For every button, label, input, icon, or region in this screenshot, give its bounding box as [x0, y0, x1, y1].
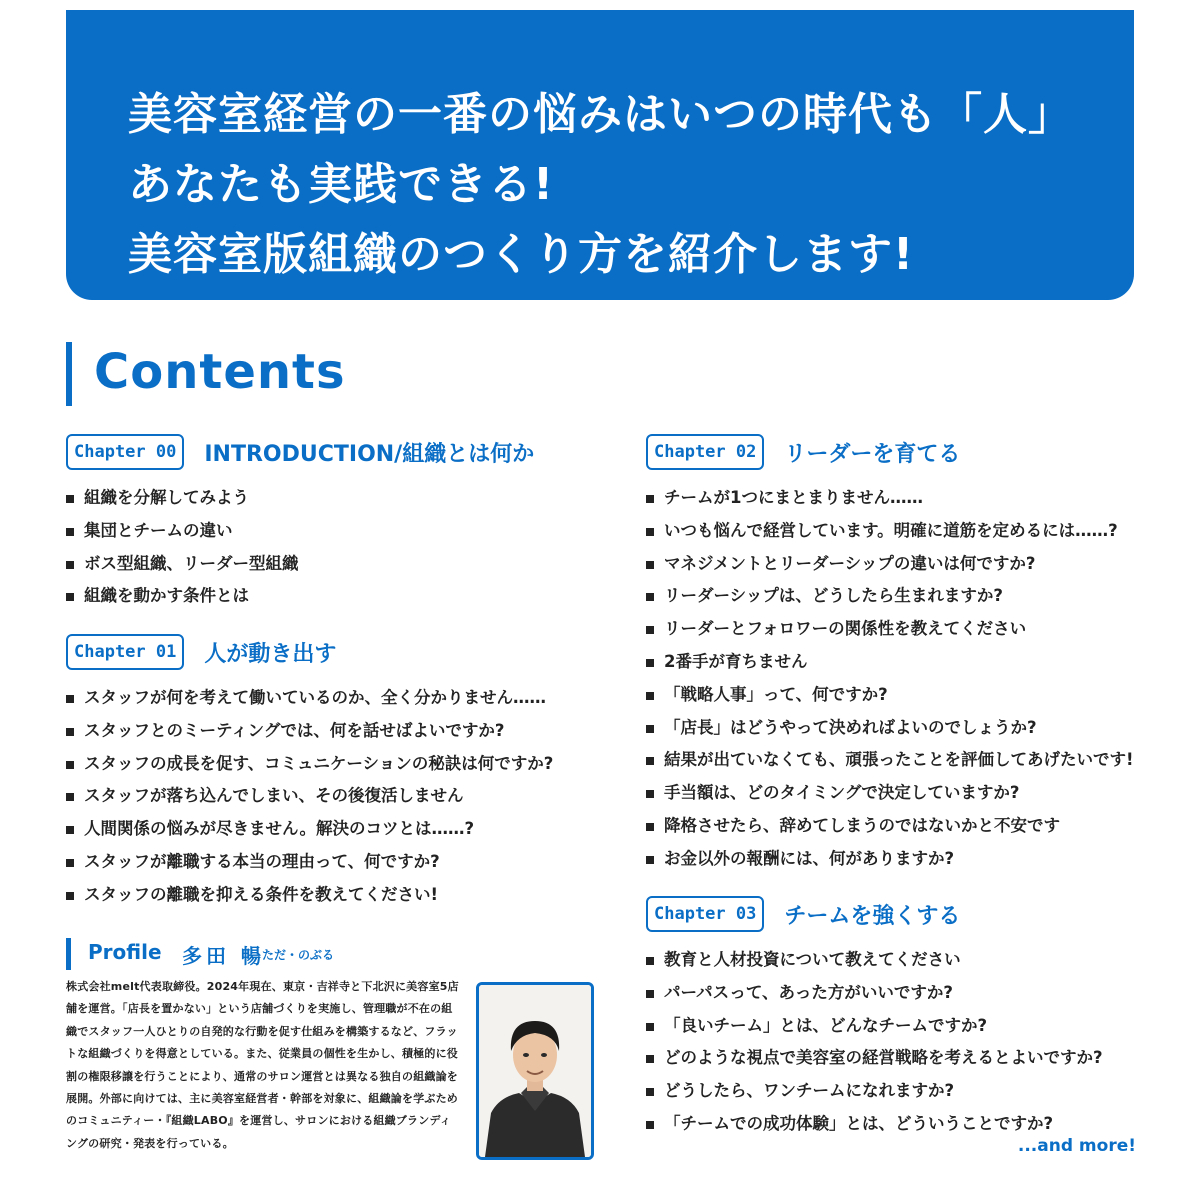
chapter-badge: Chapter 02 — [646, 434, 764, 470]
list-item: スタッフの成長を促す、コミュニケーションの秘訣は何ですか? — [66, 748, 553, 781]
chapter-badge: Chapter 00 — [66, 434, 184, 470]
chapter-item-list — [646, 482, 1134, 876]
chapter-badge: Chapter 03 — [646, 896, 764, 932]
chapter-item-list — [66, 482, 534, 613]
and-more-label: ...and more! — [1017, 1136, 1136, 1156]
contents-accent-bar — [66, 342, 72, 406]
chapter-item-list — [66, 682, 553, 912]
list-item: 教育と人材投資について教えてください — [646, 944, 1103, 977]
list-item: 結果が出ていなくても、頑張ったことを評価してあげたいです! — [646, 744, 1134, 777]
list-item: スタッフが落ち込んでしまい、その後復活しません — [66, 780, 553, 813]
list-item: 手当額は、どのタイミングで決定していますか? — [646, 777, 1134, 810]
chapter-01 — [66, 634, 553, 912]
contents-heading: Contents — [94, 344, 346, 400]
chapter-title: 人が動き出す — [204, 641, 337, 667]
list-item: ボス型組織、リーダー型組織 — [66, 548, 534, 581]
list-item: 組織を動かす条件とは — [66, 580, 534, 613]
hero-banner — [66, 10, 1134, 300]
chapter-title: チームを強くする — [784, 903, 961, 929]
list-item: どうしたら、ワンチームになれますか? — [646, 1075, 1103, 1108]
chapter-title: リーダーを育てる — [784, 441, 961, 467]
list-item: スタッフとのミーティングでは、何を話せばよいですか? — [66, 715, 553, 748]
chapter-03 — [646, 896, 1103, 1141]
list-item: マネジメントとリーダーシップの違いは何ですか? — [646, 548, 1134, 581]
list-item: 集団とチームの違い — [66, 515, 534, 548]
hero-headline-1: 美容室経営の一番の悩みはいつの時代も「人」 — [128, 89, 1073, 140]
hero-headline-2: あなたも実践できる! — [128, 159, 555, 210]
list-item: 「チームでの成功体験」とは、どういうことですか? — [646, 1108, 1103, 1141]
list-item: スタッフが何を考えて働いているのか、全く分かりません…… — [66, 682, 553, 715]
profile-bio: 株式会社melt代表取締役。2024年現在、東京・吉祥寺と下北沢に美容室5店舗を運営。「店長を置かない」という店舗づくりを実施し、管理職が不在の組織でスタッフ一人ひとりの自発的な行動を促す仕組みを構築するなど、フラットな組織づくりを得意としている。また、従業員の個性を生かし、積極的に役割の権限移譲を行うことにより、通常のサロン運営とは異なる独自の組織論を展開。外部に向けては、主に美容室経営者・幹部を対象に、組織論を学ぶためのコミュニティー・『組織LABO』を運営し、サロンにおける組織ブランディングの研究・発表を行っている。 — [66, 980, 459, 1150]
chapter-02 — [646, 434, 1134, 876]
list-item: 降格させたら、辞めてしまうのではないかと不安です — [646, 810, 1134, 843]
list-item: どのような視点で美容室の経営戦略を考えるとよいですか? — [646, 1042, 1103, 1075]
list-item: お金以外の報酬には、何がありますか? — [646, 843, 1134, 876]
list-item: チームが1つにまとまりません…… — [646, 482, 1134, 515]
list-item: リーダーシップは、どうしたら生まれますか? — [646, 580, 1134, 613]
list-item: 2番手が育ちません — [646, 646, 1134, 679]
list-item: 「店長」はどうやって決めればよいのでしょうか? — [646, 712, 1134, 745]
profile-label: Profile — [88, 940, 162, 964]
list-item: スタッフの離職を抑える条件を教えてください! — [66, 879, 553, 912]
list-item: 組織を分解してみよう — [66, 482, 534, 515]
list-item: 「良いチーム」とは、どんなチームですか? — [646, 1010, 1103, 1043]
list-item: 人間関係の悩みが尽きません。解決のコツとは……? — [66, 813, 553, 846]
list-item: パーパスって、あった方がいいですか? — [646, 977, 1103, 1010]
profile-photo — [476, 982, 594, 1160]
hero-headline-3: 美容室版組織のつくり方を紹介します! — [128, 229, 915, 280]
chapter-00 — [66, 434, 534, 613]
list-item: いつも悩んで経営しています。明確に道筋を定めるには……? — [646, 515, 1134, 548]
chapter-badge: Chapter 01 — [66, 634, 184, 670]
list-item: スタッフが離職する本当の理由って、何ですか? — [66, 846, 553, 879]
profile-name: 多田 暢 — [182, 944, 265, 968]
chapter-item-list — [646, 944, 1103, 1141]
chapter-title: INTRODUCTION/組織とは何か — [204, 441, 535, 467]
profile-name-kana: ただ・のぶる — [262, 948, 335, 962]
person-portrait-icon — [479, 985, 591, 1157]
list-item: リーダーとフォロワーの関係性を教えてください — [646, 613, 1134, 646]
list-item: 「戦略人事」って、何ですか? — [646, 679, 1134, 712]
profile-accent-bar — [66, 938, 71, 970]
